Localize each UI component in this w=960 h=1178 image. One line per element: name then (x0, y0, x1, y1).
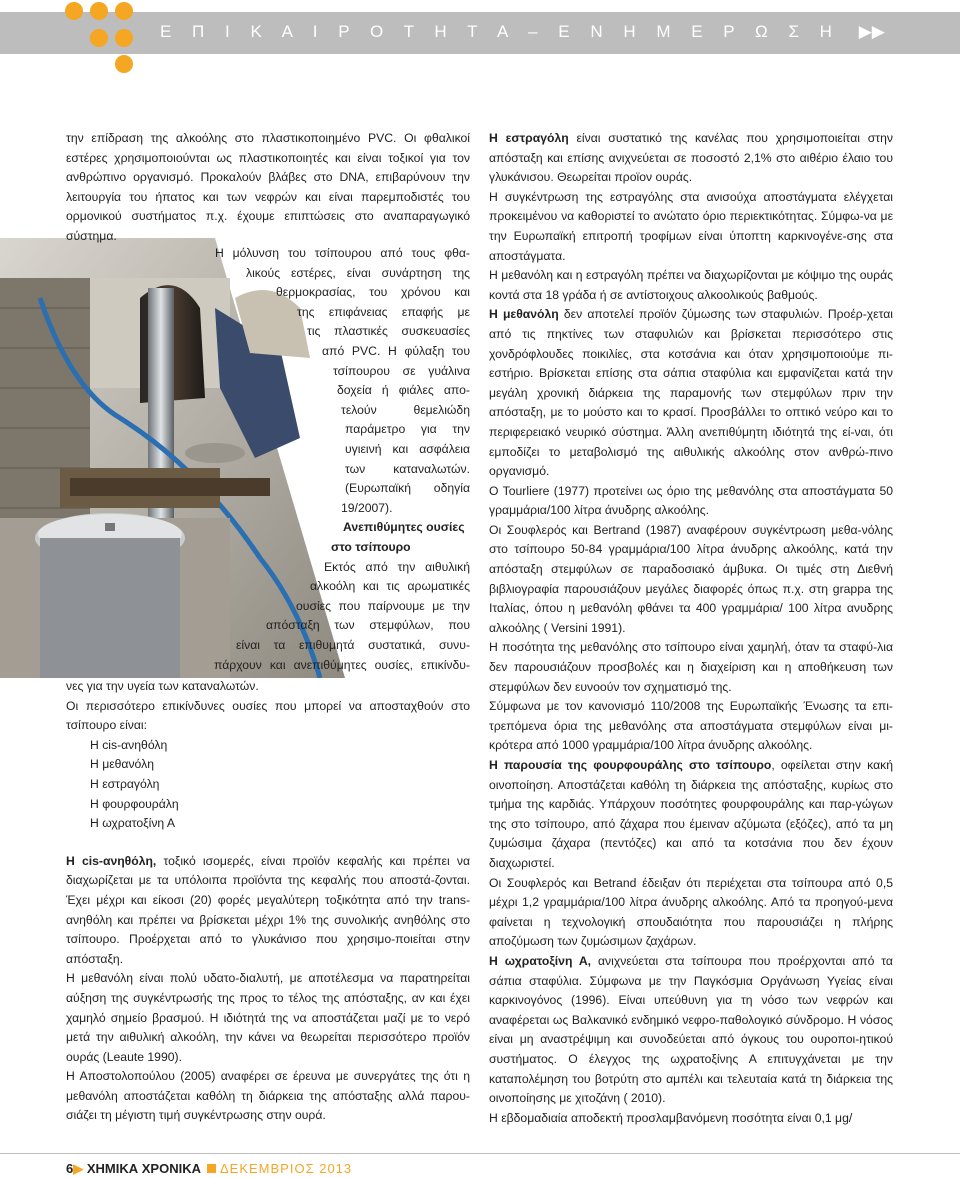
list-item: Η φουρφουράλη (90, 796, 179, 811)
right-paragraph-5: O Tourliere (1977) προτείνει ως όριο της μεθανόλης στα αποστάγματα 50 γραμμάρια/100 λίτρα άνυδρης αλκοόλης. (489, 483, 893, 518)
wrapped-text-line: Η μόλυνση του τσίπουρου από τους φθα- (215, 246, 470, 260)
right-paragraph-2: Η συγκέντρωση της εστραγόλης στα ανισούχα αποστάγματα ελέγχεται προκειμένου να καθοριστεί το ανώτατο όριο περιεκτικότητας. Σύμφω-να με την Ευρωπαϊκή επιτροπή τροφίμων είναι ύποπτη καρκινογένε-σης στα αποστάγματα. (489, 189, 893, 263)
substances-list (66, 736, 470, 834)
left-paragraph-5: Η Αποστολοπούλου (2005) αναφέρει σε έρευνα με συνεργάτες της ότι η μεθανόλη αποστάζεται καθόλη τη διάρκεια της απόσταξης αλλά παρου-σιάζει τη μέγιστη τιμή συγκέντρωσης στην ουρά. (66, 1069, 470, 1123)
wrapped-text-line: δοχεία ή φιάλες απο- (337, 383, 470, 398)
right-paragraph-10: Οι Σουφλερός και Betrand έδειξαν ότι περιέχεται στα τσίπουρα από 0,5 μέχρι 1,2 γραμμάρια/100 λίτρα άνυδρης αλκοόλης. Από τα προηγού-μενα φαίνεται η τεχνολογική σπουδαιότητα που παρουσιάζει η πλήρης αποζύμωση των ζυμώσιμων ζαχάρων. (489, 875, 893, 949)
subheading: στο τσίπουρο (331, 540, 411, 554)
wrapped-text-line: απόσταξη των στεμφύλων, που (266, 618, 470, 633)
wrapped-text-line: 19/2007). (341, 500, 393, 515)
right-paragraph-7: Η ποσότητα της μεθανόλης στο τσίπουρο είναι χαμηλή, όταν τα σταφύ-λια δεν παρουσιάζουν προσβολές και η διαχείριση και η αποθήκευση των στεμφύλων δεν ευνοούν τον σχηματισμό της. (489, 640, 893, 694)
list-item: Η cis-ανηθόλη (90, 737, 168, 752)
text: είναι συστατικό της κανέλας που χρησιμοποιείται στην απόσταξη και επίσης ανιχνεύεται σε ποσοστό 2,1% στο αιθέριο έλαιο του γλυκάνισου. Θεωρείται προϊον ουράς. (489, 131, 893, 185)
wrapped-text-line: (Ευρωπαϊκή οδηγία (345, 481, 470, 496)
left-paragraph-2b: Οι περισσότερο επικίνδυνες ουσίες που μπορεί να αποσταχθούν στο τσίπουρο είναι: (66, 698, 470, 733)
bold-term: Η ωχρατοξίνη Α, (489, 953, 592, 968)
text: ανιχνεύεται στα τσίπουρα που προέρχονται από τα σάπια σταφύλια. Σύμφωνα με την Παγκόσμια Οργάνωση Υγείας είναι καρκινογόνος (1996). Είναι υπεύθυνη για τη νόσο των νεφρών και αναφέρεται ως Βαλκανικό ενδημικό νεφρο-παθολογικό σύνδρομο. Η νόσος είναι μη αναστρέψιμη και συνοδεύεται από όγκους του ουροποι-ητικού συστήματος. Ο έλεγχος της ωχρατοξίνης Α επιτυγχάνεται με την καταπολέμηση του βοτρύτη στο αμπέλι και τελευταία κατά τη διάρκεια της οινοποίησης με χιτοζάνη ( 2010). (489, 953, 893, 1106)
wrapped-text-line: τελούν θεμελιώδη (341, 402, 470, 417)
left-column (66, 129, 470, 247)
text-line: σύστημα. (66, 228, 117, 243)
right-paragraph-8: Σύμφωνα με τον κανονισμό 110/2008 της Ευρωπαϊκής Ένωσης τα επι-τρεπόμενα όρια της μεθανόλης στα αποστάγματα στεμφύλων είναι μι-κρότερα από 1000 γραμμάρια/100 λίτρα άνυδρης αλκοόλης. (489, 699, 893, 753)
wrapped-text-line: των καταναλωτών. (345, 461, 470, 476)
section-title-text: Ε Π Ι Κ Α Ι Ρ Ο Τ Η Τ Α – Ε Ν Η Μ Ε Ρ Ω Σ Η (160, 22, 840, 41)
page-footer (66, 1161, 352, 1177)
arrow-icon: ▶ (73, 1161, 84, 1176)
section-title (160, 22, 885, 42)
issue-date: ΔΕΚΕΜΒΡΙΟΣ 2013 (219, 1161, 353, 1176)
wrapped-text-line: τσίπουρου σε γυάλινα (333, 363, 470, 378)
bold-term: Η εστραγόλη (489, 131, 569, 145)
right-paragraph-1 (489, 129, 893, 188)
text-line: λειτουργία του ήπατος και των νεφρών και είναι παρεμποδιστές του (66, 189, 470, 204)
right-paragraph-6: Οι Σουφλερός και Bertrand (1987) αναφέρουν συγκέντρωση μεθα-νόλης στο τσίπουρο 50-84 γραμμάρια/100 λίτρα άνυδρης αλκοόλης, κατά την απόσταξη στεμφύλων σε παραδοσιακό άμβυκα. Οι τιμές στη Διεθνή βιβλιογραφία παρουσιάζουν μεγάλες διαφορές όπως π.χ. στη grappa της Ιταλίας, όπου η μεθανόλη φθάνει τα 400 γραμμάρια/ 100 λίτρα ανυδρης αλκοόλης ( Versini 1991). (489, 522, 893, 635)
right-paragraph-3: Η μεθανόλη και η εστραγόλη πρέπει να διαχωρίζονται με κόψιμο της ουράς κοντά στα 18 γράδα ή σε αντίστοιχους αλκοολικούς βαθμούς. (489, 268, 893, 302)
wrapped-text-line: από PVC. Η φύλαξη του (322, 344, 470, 358)
footer-rule (0, 1153, 960, 1154)
list-item: Η ωχρατοξίνη Α (90, 816, 176, 831)
section-arrows-icon: ▶▶ (858, 22, 885, 41)
distillation-photo (0, 238, 345, 678)
left-paragraph-2a: νες για την υγεία των καταναλωτών. (66, 679, 259, 693)
wrapped-text-line: της επιφάνειας επαφής με (297, 304, 470, 319)
wrapped-text-line: παράμετρο για την (345, 422, 470, 437)
left-paragraph-1 (66, 129, 470, 247)
text-line: την επίδραση της αλκοόλης στο πλαστικοποιημένο PVC. Οι φθαλικοί (66, 131, 470, 145)
right-paragraph-9 (489, 756, 893, 874)
bold-term: Η μεθανόλη (489, 307, 559, 322)
decorative-dots-icon (0, 0, 150, 100)
wrapped-text-line: υγιεινή και ασφάλεια (345, 442, 470, 456)
right-paragraph-11 (489, 952, 893, 1109)
wrapped-text-line: λικούς εστέρες, είναι συνάρτηση της (246, 265, 470, 280)
wrapped-text-line: ουσίες που παίρνουμε με την (296, 598, 470, 613)
bold-term: Η παρουσία της φουρφουράλης στο τσίπουρο (489, 758, 772, 772)
wrapped-text-line: θερμοκρασίας, του χρόνου και (276, 285, 470, 300)
right-paragraph-12: Η εβδομαδιαία αποδεκτή προσλαμβανόμενη ποσότητα είναι 0,1 μg/ (489, 1110, 853, 1125)
journal-name: ΧΗΜΙΚΑ ΧΡΟΝΙΚΑ (86, 1161, 201, 1176)
left-paragraph-3 (66, 852, 470, 970)
square-icon (207, 1164, 216, 1173)
text-line: εστέρες χρησιμοποιούνται ως πλαστικοποιητές και είναι τοξικοί για τον (66, 150, 470, 165)
left-column-lower (66, 677, 470, 1126)
text: τοξικό ισομερές, είναι προϊόν κεφαλής και πρέπει να διαχωρίζεται με τα υπόλοιπα προϊόντα της κεφαλής που αποστά-ζονται. Έχει μέχρι και είκοσι (20) φορές μεγαλύτερη τοξικότητα από την trans-ανηθόλη και πρέπει να βρίσκεται μέχρι 1% της συνολικής ανηθόλης στο τσίπουρο. Προέρχεται από το γλυκάνισο που χρησιμο-ποιείται στην απόσταξη. (66, 853, 470, 966)
right-paragraph-4 (489, 305, 893, 481)
list-item: Η εστραγόλη (90, 776, 160, 791)
wrapped-text-line: Εκτός από την αιθυλική (324, 559, 470, 574)
wrapped-text-line: τις πλαστικές συσκευασίες (307, 324, 470, 339)
wrapped-text-line: αλκοόλη και τις αρωματικές (310, 579, 470, 594)
text: , οφείλεται στην κακή οινοποίηση. Αποστάζεται καθόλη τη διάρκεια της απόσταξης, κυρίως στο τμήμα της καρδιάς. Υπάρχουν ποσότητες φουρφουράλης και παρ-γώγων της στο τσίπουρο, από ζάχαρα που έμειναν αζύμωτα (εξόζες), από τα μη ζυμώσιμα ζάχαρα (πεντόζες) και από τα κοτσάνια που δεν έχουν διαχωριστεί. (489, 758, 894, 870)
bold-term: Η cis-ανηθόλη, (66, 853, 157, 868)
wrapped-text-line: είναι τα επιθυμητά συστατικά, συνυ- (236, 638, 470, 652)
list-item: Η μεθανόλη (90, 757, 154, 772)
text-line: ορμονικού συστήματος π.χ. έχουμε επιπτώσεις στο αναπαραγωγικό (66, 209, 470, 224)
subheading: Ανεπιθύμητες ουσίες (343, 520, 465, 535)
wrapped-text-line: πάρχουν και ανεπιθύμητες ουσίες, επικίνδυ- (214, 657, 470, 672)
left-paragraph-4: Η μεθανόλη είναι πολύ υδατο-διαλυτή, με αποτέλεσμα να παρατηρείται αύξηση της συγκέντρωσής της προς το τέλος της απόσταξης, αν και έχει χαμηλό σημείο βρασμού. Η ιδιότητά της να αποστάζεται μαζί με το νερό μετά την αιθυλική αλκοόλη, την κάνει να θεωρείται περισσότερο προϊόν ουράς (Leaute 1990). (66, 971, 470, 1064)
text: δεν αποτελεί προϊόν ζύμωσης των σταφυλιών. Προέρ-χεται από τις πηκτίνες των σταφυλιών και βρίσκεται περισσότερο στις χονδρόφλουδες ποικιλίες, στα κοτσάνια και όταν χρησιμοποιούμε πι-εστήριο. Βρίσκεται επίσης στα σάπια σταφύλια και εμφανίζεται κατά την μεγάλη χρονική διάρκεια της παραμονής των στεμφύλων πριν την απόσταξη, με το μούστο και το κρασί. Προσβάλλει το οπτικό νεύρο και το περιφερειακό νευρικό σύστημα. Άλλη ανεπιθύμητη ιδιότητά της εί-ναι, ότι εμποδίζει το μεταβολισμό της αιθυλικής αλκοόλης στον ανθρώ-πινο οργανισμό. (489, 307, 893, 479)
text-line: ανθρώπινο οργανισμό. Προκαλούν βλάβες στο DNA, επιβαρύνουν την (66, 170, 470, 185)
page-number: 6 (66, 1161, 74, 1176)
right-column (489, 129, 893, 1128)
